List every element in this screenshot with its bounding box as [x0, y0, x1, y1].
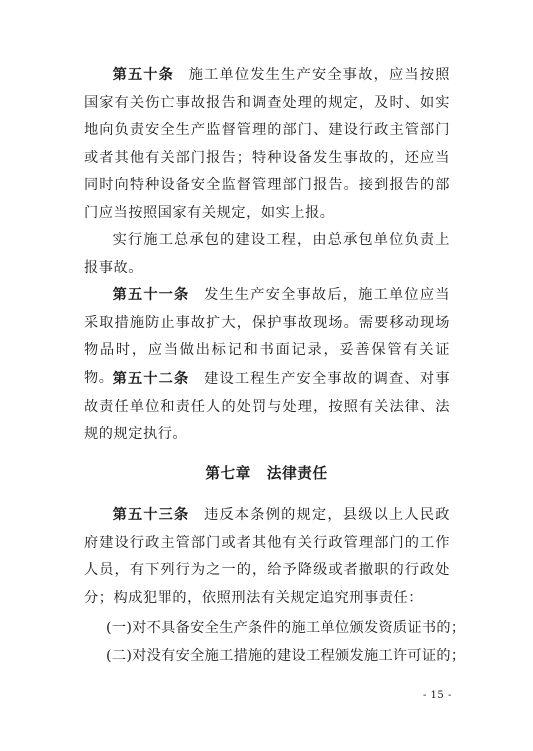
article-50-label: 第五十条: [112, 67, 175, 83]
article-52-text: 建设工程生产安全事故的调查、对事故责任单位和责任人的处罚与处理，按照有关法律、法规的规定执行。: [84, 371, 450, 443]
article-53-text: 违反本条例的规定，县级以上人民政府建设行政主管部门或者其他有关行政管理部门的工作人员，有下列行为之一的，给予降级或者撤职的行政处分；构成犯罪的，依照刑法有关规定追究刑事责任：: [84, 507, 450, 606]
article-51-text: 发生生产安全事故后，施工单位应当采取措施防止事故扩大，保护事故现场。需要移动现场物品时，应当做出标记和书面记录，妥善保管有关证物。: [84, 287, 450, 386]
chapter-title: 法律责任: [266, 465, 328, 482]
article-50-second-paragraph: 实行施工总承包的建设工程，由总承包单位负责上报事故。: [84, 232, 450, 276]
chapter-heading: [0, 462, 533, 483]
article-50-text: 施工单位发生生产安全事故，应当按照国家有关伤亡事故报告和调查处理的规定，及时、如实地向负责安全生产监督管理的部门、建设行政主管部门或者其他有关部门报告；特种设备发生事故的，还应当同时向特种设备安全监督管理部门报告。接到报告的部门应当按照国家有关规定，如实上报。: [84, 67, 450, 221]
chapter-number: 第七章: [205, 465, 251, 482]
list-item: (一)对不具备安全生产条件的施工单位颁发资质证书的；: [106, 620, 466, 636]
article-52-paragraph: [84, 366, 450, 449]
article-51-label: 第五十一条: [112, 287, 190, 303]
article-53-label: 第五十三条: [112, 507, 190, 523]
list-item: (二)对没有安全施工措施的建设工程颁发施工许可证的；: [106, 648, 466, 664]
article-50-paragraph: [84, 62, 450, 228]
article-52-label: 第五十二条: [112, 371, 190, 387]
article-53-paragraph: [84, 502, 450, 612]
page-number: - 15 -: [423, 690, 452, 701]
